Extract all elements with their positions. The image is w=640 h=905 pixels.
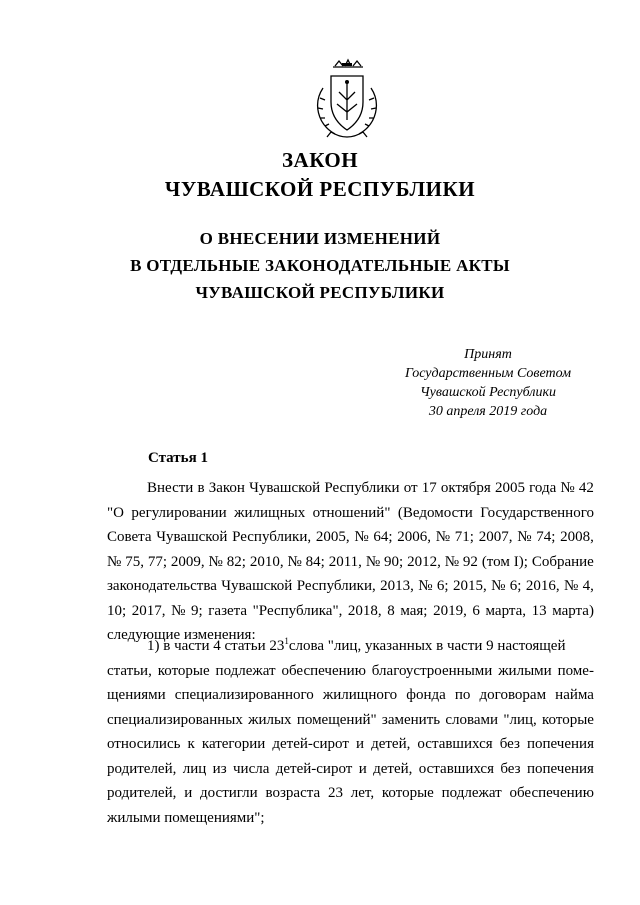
paragraph-line: родителей, лиц из числа детей-сирот и детей, оставшихся без попечения <box>107 760 594 777</box>
article-title: Статья 1 <box>148 450 208 466</box>
paragraph-line: 10; 2017, № 9; газета "Республика", 2018, 8 мая; 2019, 6 марта, 13 марта) <box>107 602 594 619</box>
law-title-line2: ЧУВАШСКОЙ РЕСПУБЛИКИ <box>164 177 476 201</box>
paragraph-line: щениями специализированного жилищного фонда по договорам найма <box>107 687 594 703</box>
adoption-line1: Принят <box>464 347 512 362</box>
paragraph-line: законодательства Чувашской Республики, 2013, № 6; 2015, № 6; 2016, № 4, <box>107 578 594 594</box>
law-title-line1: ЗАКОН <box>281 148 359 172</box>
law-subtitle-line3: ЧУВАШСКОЙ РЕСПУБЛИКИ <box>195 283 445 302</box>
adoption-line2: Государственным Советом <box>404 366 572 381</box>
adoption-line3: Чувашской Республики <box>420 385 556 400</box>
paragraph-line: "О регулировании жилищных отношений" (Ведомости Государственного <box>107 504 594 521</box>
paragraph-line: родителей, и достигли возраста 23 лет, которые подлежат обеспечению <box>107 785 594 801</box>
paragraph-line: следующие изменения: <box>107 627 256 643</box>
paragraph-line: Совета Чувашской Республики, 2005, № 64; 2006, № 71; 2007, № 74; 2008, <box>107 529 594 545</box>
paragraph-line: Внести в Закон Чувашской Республики от 17 октября 2005 года № 42 <box>147 480 594 496</box>
article-paragraph-2 <box>107 634 594 830</box>
paragraph-line: 1) в части 4 статьи $23^1слова$ "лиц, указанных в части 9 настоящей <box>147 636 566 654</box>
paragraph-line: жилыми помещениями"; <box>107 809 265 826</box>
law-subtitle-line2: В ОТДЕЛЬНЫЕ ЗАКОНОДАТЕЛЬНЫЕ АКТЫ <box>130 256 510 275</box>
chuvash-republic-emblem-icon <box>309 58 385 144</box>
law-subtitle-line1: О ВНЕСЕНИИ ИЗМЕНЕНИЙ <box>199 229 441 248</box>
article-paragraph-1 <box>107 476 594 648</box>
paragraph-line: специализированных жилых помещений" заменить словами "лиц, которые <box>107 711 594 728</box>
paragraph-line: № 75, 77; 2009, № 82; 2010, № 84; 2011, № 90; 2012, № 92 (том I); Собрание <box>107 553 594 570</box>
adoption-date: 30 апреля 2019 года <box>428 404 548 419</box>
paragraph-line: статьи, которые подлежат обеспечению благоустроенными жилыми поме- <box>107 662 594 679</box>
paragraph-line: относились к категории детей-сирот и детей, оставшихся без попечения <box>107 736 594 752</box>
